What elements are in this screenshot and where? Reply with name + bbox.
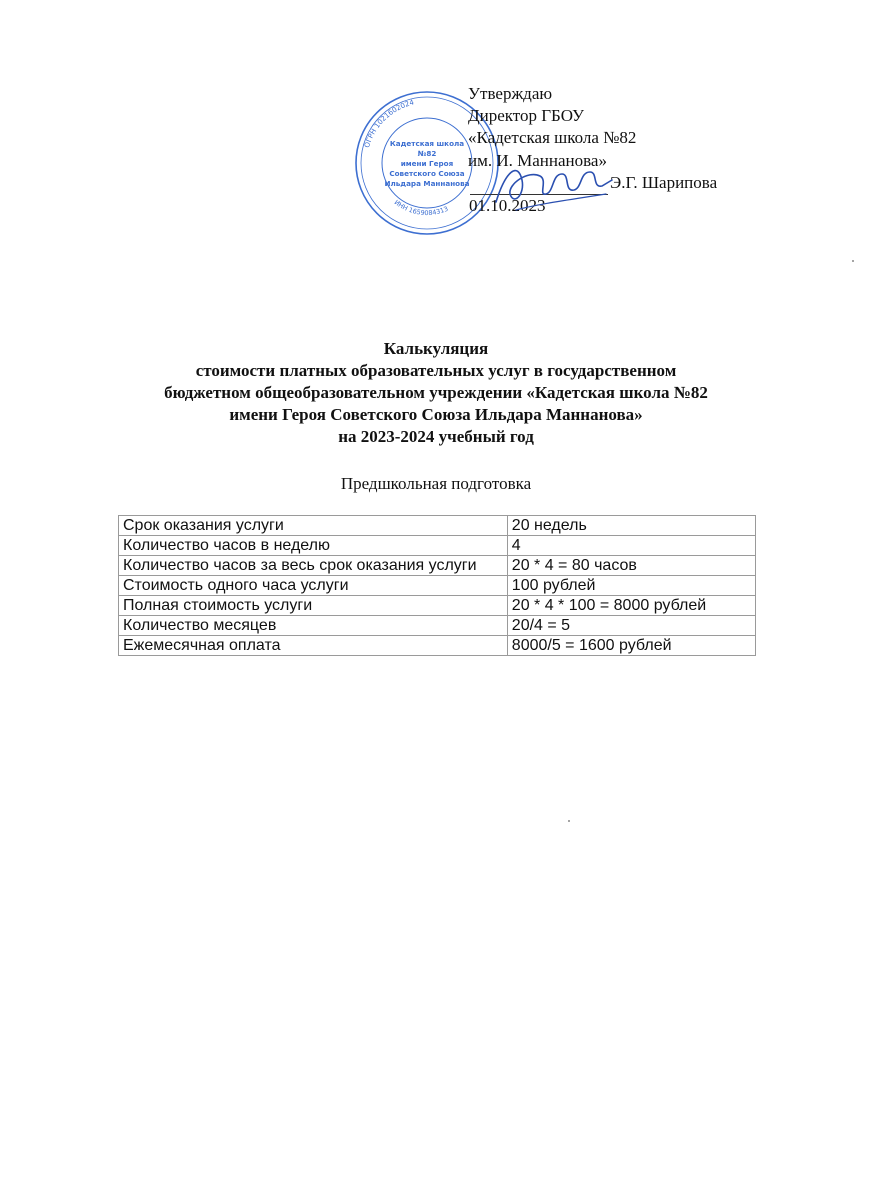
document-title: [0, 338, 872, 448]
cost-calculation-table: [118, 515, 756, 656]
approval-block: [0, 0, 872, 240]
scan-speck: [568, 820, 570, 822]
row-value: 8000/5 = 1600 рублей: [507, 636, 755, 656]
section-title: Предшкольная подготовка: [340, 474, 532, 493]
school-name: «Кадетская школа №82: [468, 128, 637, 147]
scan-speck: [852, 260, 854, 262]
stamp-line-5: Ильдара Маннанова: [384, 179, 470, 188]
approval-date: 01.10.2023: [469, 196, 546, 215]
director-name: Э.Г. Шарипова: [610, 173, 718, 192]
title-line-5: на 2023-2024 учебный год: [338, 427, 534, 446]
table-row: [119, 516, 756, 536]
row-value: 20 * 4 = 80 часов: [507, 556, 755, 576]
table-row: [119, 536, 756, 556]
title-line-2: стоимости платных образовательных услуг в государственном: [195, 361, 677, 380]
title-line-1: Калькуляция: [383, 339, 489, 358]
school-named-after: им. И. Маннанова»: [468, 151, 607, 170]
title-line-4: имени Героя Советского Союза Ильдара Маннанова»: [229, 405, 643, 424]
stamp-inn: ИНН 1659084313: [392, 198, 450, 218]
director-signature: [488, 150, 618, 220]
row-label: Количество часов в неделю: [119, 536, 508, 556]
stamp-line-2: №82: [417, 149, 437, 158]
stamp-line-3: имени Героя: [400, 159, 454, 168]
row-label: Количество часов за весь срок оказания услуги: [119, 556, 508, 576]
table-row: [119, 596, 756, 616]
row-value: 20 * 4 * 100 = 8000 рублей: [507, 596, 755, 616]
row-value: 4: [507, 536, 755, 556]
table-row: [119, 616, 756, 636]
row-value: 20/4 = 5: [507, 616, 755, 636]
stamp-line-1: Кадетская школа: [389, 139, 465, 148]
title-line-3: бюджетном общеобразовательном учреждении «Кадетская школа №82: [164, 383, 708, 402]
director-position: Директор ГБОУ: [468, 106, 585, 125]
row-value: 20 недель: [507, 516, 755, 536]
approve-label: Утверждаю: [468, 84, 553, 103]
stamp-line-4: Советского Союза: [389, 169, 465, 178]
row-label: Срок оказания услуги: [119, 516, 508, 536]
stamp-ogrn: ОГРН 1021602024: [363, 98, 415, 149]
row-label: Количество месяцев: [119, 616, 508, 636]
row-value: 100 рублей: [507, 576, 755, 596]
table-row: [119, 636, 756, 656]
table-row: [119, 556, 756, 576]
row-label: Ежемесячная оплата: [119, 636, 508, 656]
table-row: [119, 576, 756, 596]
row-label: Полная стоимость услуги: [119, 596, 508, 616]
row-label: Стоимость одного часа услуги: [119, 576, 508, 596]
